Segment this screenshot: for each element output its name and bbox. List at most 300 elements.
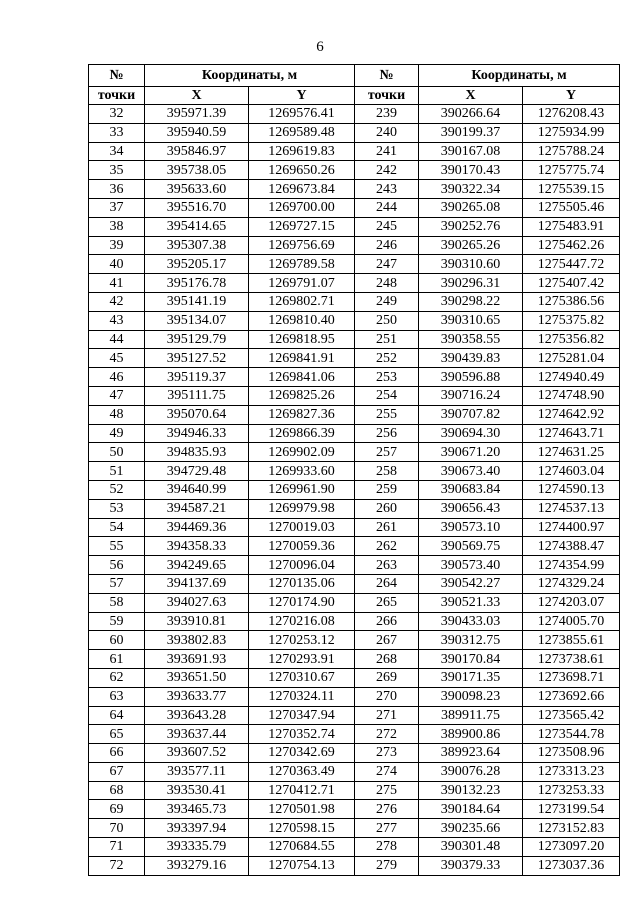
y-coordinate-cell: 1269619.83 — [249, 142, 355, 161]
x-coordinate-cell: 393802.83 — [145, 631, 249, 650]
point-number-cell: 263 — [355, 556, 419, 575]
y-coordinate-cell: 1275539.15 — [523, 180, 620, 199]
x-coordinate-cell: 390265.26 — [419, 236, 523, 255]
header-x-right: X — [419, 87, 523, 105]
table-row — [89, 668, 620, 687]
y-coordinate-cell: 1269979.98 — [249, 499, 355, 518]
x-coordinate-cell: 393910.81 — [145, 612, 249, 631]
y-coordinate-cell: 1269700.00 — [249, 198, 355, 217]
point-number-cell: 50 — [89, 443, 145, 462]
x-coordinate-cell: 390569.75 — [419, 537, 523, 556]
x-coordinate-cell: 393335.79 — [145, 838, 249, 857]
y-coordinate-cell: 1270412.71 — [249, 781, 355, 800]
point-number-cell: 269 — [355, 668, 419, 687]
y-coordinate-cell: 1273313.23 — [523, 762, 620, 781]
point-number-cell: 70 — [89, 819, 145, 838]
x-coordinate-cell: 393651.50 — [145, 668, 249, 687]
table-row — [89, 518, 620, 537]
x-coordinate-cell: 390199.37 — [419, 123, 523, 142]
x-coordinate-cell: 393643.28 — [145, 706, 249, 725]
table-row — [89, 819, 620, 838]
x-coordinate-cell: 390573.10 — [419, 518, 523, 537]
table-row — [89, 537, 620, 556]
x-coordinate-cell: 394587.21 — [145, 499, 249, 518]
x-coordinate-cell: 390310.60 — [419, 255, 523, 274]
x-coordinate-cell: 393607.52 — [145, 744, 249, 763]
table-row — [89, 292, 620, 311]
x-coordinate-cell: 394640.99 — [145, 480, 249, 499]
y-coordinate-cell: 1269818.95 — [249, 330, 355, 349]
x-coordinate-cell: 390656.43 — [419, 499, 523, 518]
table-row — [89, 838, 620, 857]
point-number-cell: 250 — [355, 311, 419, 330]
x-coordinate-cell: 393577.11 — [145, 762, 249, 781]
point-number-cell: 52 — [89, 480, 145, 499]
y-coordinate-cell: 1269825.26 — [249, 386, 355, 405]
x-coordinate-cell: 395846.97 — [145, 142, 249, 161]
x-coordinate-cell: 394946.33 — [145, 424, 249, 443]
y-coordinate-cell: 1269802.71 — [249, 292, 355, 311]
header-y-right: Y — [523, 87, 620, 105]
x-coordinate-cell: 389923.64 — [419, 744, 523, 763]
point-number-cell: 71 — [89, 838, 145, 857]
x-coordinate-cell: 390170.84 — [419, 650, 523, 669]
y-coordinate-cell: 1273508.96 — [523, 744, 620, 763]
point-number-cell: 278 — [355, 838, 419, 857]
point-number-cell: 252 — [355, 349, 419, 368]
y-coordinate-cell: 1269961.90 — [249, 480, 355, 499]
y-coordinate-cell: 1270310.67 — [249, 668, 355, 687]
x-coordinate-cell: 395738.05 — [145, 161, 249, 180]
point-number-cell: 245 — [355, 217, 419, 236]
table-row — [89, 386, 620, 405]
y-coordinate-cell: 1275375.82 — [523, 311, 620, 330]
point-number-cell: 44 — [89, 330, 145, 349]
y-coordinate-cell: 1273037.36 — [523, 856, 620, 875]
x-coordinate-cell: 393633.77 — [145, 687, 249, 706]
point-number-cell: 64 — [89, 706, 145, 725]
point-number-cell: 253 — [355, 368, 419, 387]
point-number-cell: 272 — [355, 725, 419, 744]
point-number-cell: 256 — [355, 424, 419, 443]
y-coordinate-cell: 1270293.91 — [249, 650, 355, 669]
x-coordinate-cell: 390379.33 — [419, 856, 523, 875]
y-coordinate-cell: 1273544.78 — [523, 725, 620, 744]
x-coordinate-cell: 390170.43 — [419, 161, 523, 180]
x-coordinate-cell: 395111.75 — [145, 386, 249, 405]
x-coordinate-cell: 394137.69 — [145, 574, 249, 593]
y-coordinate-cell: 1274329.24 — [523, 574, 620, 593]
table-row — [89, 462, 620, 481]
table-row — [89, 255, 620, 274]
point-number-cell: 274 — [355, 762, 419, 781]
point-number-cell: 45 — [89, 349, 145, 368]
y-coordinate-cell: 1273253.33 — [523, 781, 620, 800]
x-coordinate-cell: 390265.08 — [419, 198, 523, 217]
y-coordinate-cell: 1270352.74 — [249, 725, 355, 744]
x-coordinate-cell: 390542.27 — [419, 574, 523, 593]
y-coordinate-cell: 1274203.07 — [523, 593, 620, 612]
y-coordinate-cell: 1269756.69 — [249, 236, 355, 255]
y-coordinate-cell: 1275483.91 — [523, 217, 620, 236]
y-coordinate-cell: 1275447.72 — [523, 255, 620, 274]
point-number-cell: 33 — [89, 123, 145, 142]
point-number-cell: 48 — [89, 405, 145, 424]
table-row — [89, 574, 620, 593]
header-num-right: № — [355, 65, 419, 87]
y-coordinate-cell: 1273199.54 — [523, 800, 620, 819]
y-coordinate-cell: 1275788.24 — [523, 142, 620, 161]
table-row — [89, 480, 620, 499]
x-coordinate-cell: 390671.20 — [419, 443, 523, 462]
x-coordinate-cell: 394729.48 — [145, 462, 249, 481]
header-points-left: точки — [89, 87, 145, 105]
point-number-cell: 39 — [89, 236, 145, 255]
table-row — [89, 593, 620, 612]
y-coordinate-cell: 1270684.55 — [249, 838, 355, 857]
x-coordinate-cell: 390098.23 — [419, 687, 523, 706]
point-number-cell: 51 — [89, 462, 145, 481]
point-number-cell: 257 — [355, 443, 419, 462]
x-coordinate-cell: 390252.76 — [419, 217, 523, 236]
x-coordinate-cell: 395414.65 — [145, 217, 249, 236]
y-coordinate-cell: 1269589.48 — [249, 123, 355, 142]
table-row — [89, 368, 620, 387]
point-number-cell: 258 — [355, 462, 419, 481]
y-coordinate-cell: 1270598.15 — [249, 819, 355, 838]
point-number-cell: 57 — [89, 574, 145, 593]
point-number-cell: 43 — [89, 311, 145, 330]
table-row — [89, 349, 620, 368]
x-coordinate-cell: 390683.84 — [419, 480, 523, 499]
point-number-cell: 34 — [89, 142, 145, 161]
x-coordinate-cell: 393397.94 — [145, 819, 249, 838]
x-coordinate-cell: 395127.52 — [145, 349, 249, 368]
x-coordinate-cell: 390673.40 — [419, 462, 523, 481]
table-row — [89, 762, 620, 781]
x-coordinate-cell: 389911.75 — [419, 706, 523, 725]
point-number-cell: 248 — [355, 274, 419, 293]
y-coordinate-cell: 1270363.49 — [249, 762, 355, 781]
x-coordinate-cell: 390694.30 — [419, 424, 523, 443]
point-number-cell: 40 — [89, 255, 145, 274]
x-coordinate-cell: 389900.86 — [419, 725, 523, 744]
y-coordinate-cell: 1274537.13 — [523, 499, 620, 518]
y-coordinate-cell: 1270096.04 — [249, 556, 355, 575]
header-x-left: X — [145, 87, 249, 105]
x-coordinate-cell: 394835.93 — [145, 443, 249, 462]
header-num-left: № — [89, 65, 145, 87]
point-number-cell: 67 — [89, 762, 145, 781]
point-number-cell: 259 — [355, 480, 419, 499]
y-coordinate-cell: 1274603.04 — [523, 462, 620, 481]
table-row — [89, 556, 620, 575]
table-row — [89, 650, 620, 669]
y-coordinate-cell: 1270754.13 — [249, 856, 355, 875]
point-number-cell: 279 — [355, 856, 419, 875]
y-coordinate-cell: 1274748.90 — [523, 386, 620, 405]
point-number-cell: 262 — [355, 537, 419, 556]
x-coordinate-cell: 390358.55 — [419, 330, 523, 349]
y-coordinate-cell: 1270135.06 — [249, 574, 355, 593]
y-coordinate-cell: 1269791.07 — [249, 274, 355, 293]
table-row — [89, 311, 620, 330]
point-number-cell: 273 — [355, 744, 419, 763]
x-coordinate-cell: 390521.33 — [419, 593, 523, 612]
x-coordinate-cell: 390716.24 — [419, 386, 523, 405]
x-coordinate-cell: 393637.44 — [145, 725, 249, 744]
y-coordinate-cell: 1269810.40 — [249, 311, 355, 330]
point-number-cell: 63 — [89, 687, 145, 706]
y-coordinate-cell: 1273097.20 — [523, 838, 620, 857]
y-coordinate-cell: 1270019.03 — [249, 518, 355, 537]
y-coordinate-cell: 1275356.82 — [523, 330, 620, 349]
x-coordinate-cell: 390298.22 — [419, 292, 523, 311]
y-coordinate-cell: 1274643.71 — [523, 424, 620, 443]
x-coordinate-cell: 394469.36 — [145, 518, 249, 537]
y-coordinate-cell: 1273738.61 — [523, 650, 620, 669]
point-number-cell: 265 — [355, 593, 419, 612]
y-coordinate-cell: 1275407.42 — [523, 274, 620, 293]
point-number-cell: 65 — [89, 725, 145, 744]
table-row — [89, 687, 620, 706]
y-coordinate-cell: 1275934.99 — [523, 123, 620, 142]
point-number-cell: 249 — [355, 292, 419, 311]
y-coordinate-cell: 1269727.15 — [249, 217, 355, 236]
x-coordinate-cell: 390296.31 — [419, 274, 523, 293]
header-coords-right: Координаты, м — [419, 65, 620, 87]
x-coordinate-cell: 390184.64 — [419, 800, 523, 819]
y-coordinate-cell: 1269576.41 — [249, 105, 355, 124]
point-number-cell: 268 — [355, 650, 419, 669]
table-row — [89, 198, 620, 217]
y-coordinate-cell: 1270174.90 — [249, 593, 355, 612]
table-row — [89, 499, 620, 518]
point-number-cell: 46 — [89, 368, 145, 387]
y-coordinate-cell: 1276208.43 — [523, 105, 620, 124]
point-number-cell: 68 — [89, 781, 145, 800]
x-coordinate-cell: 395070.64 — [145, 405, 249, 424]
x-coordinate-cell: 390167.08 — [419, 142, 523, 161]
point-number-cell: 261 — [355, 518, 419, 537]
y-coordinate-cell: 1274354.99 — [523, 556, 620, 575]
table-row — [89, 706, 620, 725]
table-row — [89, 725, 620, 744]
y-coordinate-cell: 1273698.71 — [523, 668, 620, 687]
point-number-cell: 267 — [355, 631, 419, 650]
x-coordinate-cell: 395134.07 — [145, 311, 249, 330]
x-coordinate-cell: 393530.41 — [145, 781, 249, 800]
x-coordinate-cell: 395633.60 — [145, 180, 249, 199]
y-coordinate-cell: 1275505.46 — [523, 198, 620, 217]
point-number-cell: 264 — [355, 574, 419, 593]
point-number-cell: 251 — [355, 330, 419, 349]
point-number-cell: 60 — [89, 631, 145, 650]
point-number-cell: 56 — [89, 556, 145, 575]
point-number-cell: 49 — [89, 424, 145, 443]
y-coordinate-cell: 1270253.12 — [249, 631, 355, 650]
y-coordinate-cell: 1274590.13 — [523, 480, 620, 499]
x-coordinate-cell: 395971.39 — [145, 105, 249, 124]
x-coordinate-cell: 395205.17 — [145, 255, 249, 274]
x-coordinate-cell: 390310.65 — [419, 311, 523, 330]
x-coordinate-cell: 394249.65 — [145, 556, 249, 575]
table-row — [89, 612, 620, 631]
point-number-cell: 36 — [89, 180, 145, 199]
x-coordinate-cell: 390322.34 — [419, 180, 523, 199]
table-row — [89, 856, 620, 875]
y-coordinate-cell: 1275386.56 — [523, 292, 620, 311]
table-row — [89, 217, 620, 236]
point-number-cell: 55 — [89, 537, 145, 556]
y-coordinate-cell: 1274631.25 — [523, 443, 620, 462]
table-row — [89, 405, 620, 424]
y-coordinate-cell: 1274642.92 — [523, 405, 620, 424]
y-coordinate-cell: 1269789.58 — [249, 255, 355, 274]
table-row — [89, 274, 620, 293]
x-coordinate-cell: 390433.03 — [419, 612, 523, 631]
table-row — [89, 105, 620, 124]
y-coordinate-cell: 1270501.98 — [249, 800, 355, 819]
point-number-cell: 32 — [89, 105, 145, 124]
table-body — [89, 105, 620, 876]
point-number-cell: 270 — [355, 687, 419, 706]
table-row — [89, 330, 620, 349]
table-row — [89, 781, 620, 800]
x-coordinate-cell: 395940.59 — [145, 123, 249, 142]
header-coords-left: Координаты, м — [145, 65, 355, 87]
y-coordinate-cell: 1269827.36 — [249, 405, 355, 424]
point-number-cell: 72 — [89, 856, 145, 875]
x-coordinate-cell: 390596.88 — [419, 368, 523, 387]
table-row — [89, 443, 620, 462]
point-number-cell: 243 — [355, 180, 419, 199]
y-coordinate-cell: 1275462.26 — [523, 236, 620, 255]
y-coordinate-cell: 1269841.91 — [249, 349, 355, 368]
x-coordinate-cell: 395129.79 — [145, 330, 249, 349]
y-coordinate-cell: 1273152.83 — [523, 819, 620, 838]
point-number-cell: 58 — [89, 593, 145, 612]
x-coordinate-cell: 390312.75 — [419, 631, 523, 650]
y-coordinate-cell: 1274388.47 — [523, 537, 620, 556]
x-coordinate-cell: 395119.37 — [145, 368, 249, 387]
table-row — [89, 424, 620, 443]
y-coordinate-cell: 1275281.04 — [523, 349, 620, 368]
table-row — [89, 800, 620, 819]
y-coordinate-cell: 1269866.39 — [249, 424, 355, 443]
point-number-cell: 239 — [355, 105, 419, 124]
y-coordinate-cell: 1274005.70 — [523, 612, 620, 631]
y-coordinate-cell: 1269902.09 — [249, 443, 355, 462]
x-coordinate-cell: 393465.73 — [145, 800, 249, 819]
point-number-cell: 255 — [355, 405, 419, 424]
y-coordinate-cell: 1275775.74 — [523, 161, 620, 180]
header-y-left: Y — [249, 87, 355, 105]
x-coordinate-cell: 393279.16 — [145, 856, 249, 875]
point-number-cell: 69 — [89, 800, 145, 819]
x-coordinate-cell: 394027.63 — [145, 593, 249, 612]
y-coordinate-cell: 1273855.61 — [523, 631, 620, 650]
point-number-cell: 38 — [89, 217, 145, 236]
point-number-cell: 59 — [89, 612, 145, 631]
table-row — [89, 744, 620, 763]
coordinates-table — [88, 64, 620, 876]
table-row — [89, 123, 620, 142]
x-coordinate-cell: 390076.28 — [419, 762, 523, 781]
y-coordinate-cell: 1273565.42 — [523, 706, 620, 725]
x-coordinate-cell: 395141.19 — [145, 292, 249, 311]
point-number-cell: 266 — [355, 612, 419, 631]
x-coordinate-cell: 390573.40 — [419, 556, 523, 575]
y-coordinate-cell: 1274940.49 — [523, 368, 620, 387]
point-number-cell: 271 — [355, 706, 419, 725]
point-number-cell: 240 — [355, 123, 419, 142]
point-number-cell: 47 — [89, 386, 145, 405]
point-number-cell: 62 — [89, 668, 145, 687]
point-number-cell: 66 — [89, 744, 145, 763]
y-coordinate-cell: 1270342.69 — [249, 744, 355, 763]
header-points-right: точки — [355, 87, 419, 105]
x-coordinate-cell: 390439.83 — [419, 349, 523, 368]
point-number-cell: 254 — [355, 386, 419, 405]
x-coordinate-cell: 390707.82 — [419, 405, 523, 424]
y-coordinate-cell: 1269933.60 — [249, 462, 355, 481]
point-number-cell: 61 — [89, 650, 145, 669]
point-number-cell: 276 — [355, 800, 419, 819]
point-number-cell: 244 — [355, 198, 419, 217]
x-coordinate-cell: 395176.78 — [145, 274, 249, 293]
x-coordinate-cell: 390235.66 — [419, 819, 523, 838]
point-number-cell: 37 — [89, 198, 145, 217]
table-row — [89, 631, 620, 650]
point-number-cell: 247 — [355, 255, 419, 274]
y-coordinate-cell: 1273692.66 — [523, 687, 620, 706]
point-number-cell: 241 — [355, 142, 419, 161]
point-number-cell: 54 — [89, 518, 145, 537]
x-coordinate-cell: 390266.64 — [419, 105, 523, 124]
point-number-cell: 41 — [89, 274, 145, 293]
x-coordinate-cell: 390132.23 — [419, 781, 523, 800]
y-coordinate-cell: 1269650.26 — [249, 161, 355, 180]
table-row — [89, 180, 620, 199]
point-number-cell: 246 — [355, 236, 419, 255]
point-number-cell: 53 — [89, 499, 145, 518]
x-coordinate-cell: 394358.33 — [145, 537, 249, 556]
y-coordinate-cell: 1274400.97 — [523, 518, 620, 537]
table-row — [89, 161, 620, 180]
page-number: 6 — [316, 39, 324, 55]
x-coordinate-cell: 393691.93 — [145, 650, 249, 669]
y-coordinate-cell: 1270216.08 — [249, 612, 355, 631]
point-number-cell: 242 — [355, 161, 419, 180]
y-coordinate-cell: 1269841.06 — [249, 368, 355, 387]
point-number-cell: 35 — [89, 161, 145, 180]
point-number-cell: 275 — [355, 781, 419, 800]
table-row — [89, 236, 620, 255]
y-coordinate-cell: 1270347.94 — [249, 706, 355, 725]
table-row — [89, 142, 620, 161]
x-coordinate-cell: 390171.35 — [419, 668, 523, 687]
x-coordinate-cell: 395307.38 — [145, 236, 249, 255]
y-coordinate-cell: 1269673.84 — [249, 180, 355, 199]
point-number-cell: 277 — [355, 819, 419, 838]
x-coordinate-cell: 395516.70 — [145, 198, 249, 217]
point-number-cell: 260 — [355, 499, 419, 518]
point-number-cell: 42 — [89, 292, 145, 311]
x-coordinate-cell: 390301.48 — [419, 838, 523, 857]
y-coordinate-cell: 1270059.36 — [249, 537, 355, 556]
y-coordinate-cell: 1270324.11 — [249, 687, 355, 706]
